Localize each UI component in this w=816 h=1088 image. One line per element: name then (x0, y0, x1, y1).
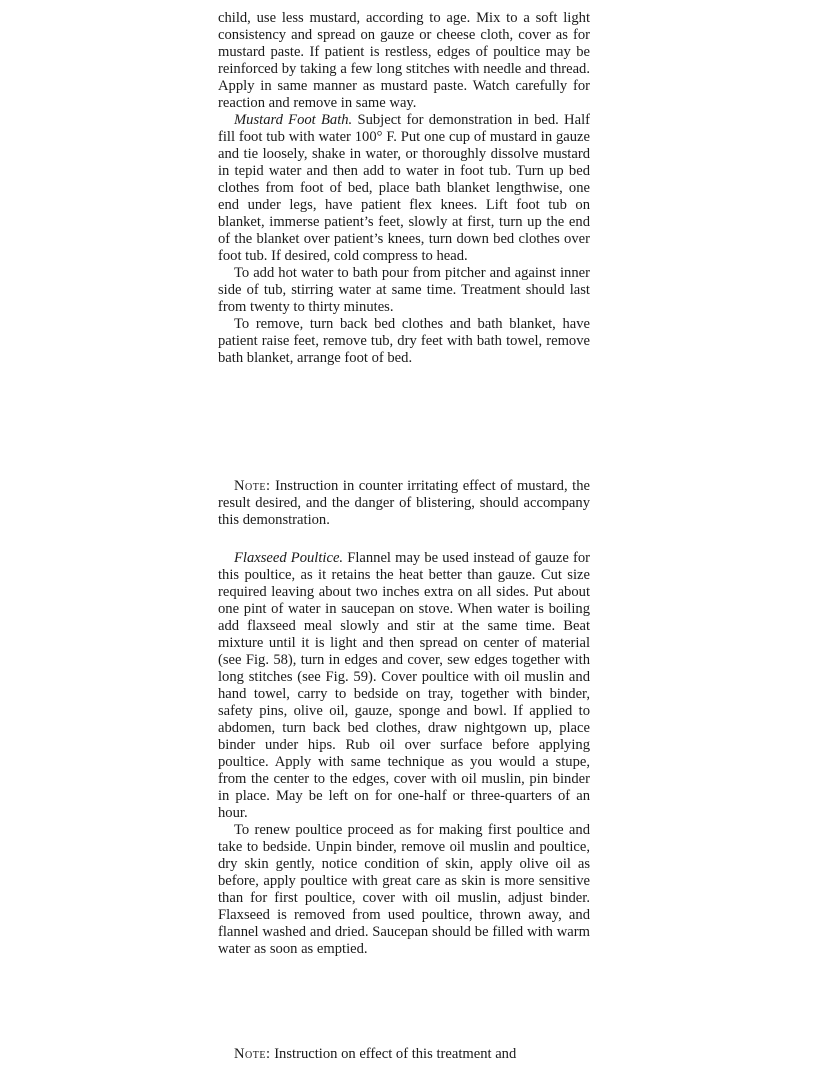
paragraph-add-hot-water: To add hot water to bath pour from pitcher and against inner side of tub, stirring water at same time. Treatment should last from twenty to thirty minutes. (218, 265, 590, 315)
heading-mustard-foot-bath: Mustard Foot Bath. (234, 112, 353, 128)
note-text: Instruction on effect of this treatment and (270, 1046, 517, 1062)
note-label: Note: (234, 1046, 271, 1062)
note-block-2 (218, 1046, 590, 1063)
text-block-mustard (218, 10, 590, 367)
note-text: Instruction in counter irritating effect of mustard, the result desired, and the danger of blistering, should accompany this demonstration. (218, 478, 590, 528)
paragraph-mustard-foot-bath (218, 112, 590, 265)
note-block-1 (218, 478, 590, 529)
paragraph-renew-poultice: To renew poultice proceed as for making first poultice and take to bedside. Unpin binder, remove oil muslin and poultice, dry skin gently, notice condition of skin, apply olive oil as before, apply poultice with great care as skin is more sensitive than for first poultice, cover with oil muslin, adjust binder. Flaxseed is removed from used poultice, thrown away, and flannel washed and dried. Saucepan should be filled with warm water as soon as emptied. (218, 822, 590, 957)
paragraph-body: Subject for demonstration in bed. Half fill foot tub with water 100° F. Put one cup of mustard in gauze and tie loosely, shake in water, or thoroughly dissolve mustard in tepid water and then add to water in foot tub. Turn up bed clothes from foot of bed, place bath blanket lengthwise, one end under legs, have patient flex knees. Lift foot tub on blanket, immerse patient’s feet, slowly at first, turn up the end of the blanket over patient’s knees, turn down bed clothes over foot tub. If desired, cold compress to head. (218, 112, 590, 264)
paragraph-remove-bath: To remove, turn back bed clothes and bath blanket, have patient raise feet, remove tub, dry feet with bath towel, remove bath blanket, arrange foot of bed. (218, 316, 590, 366)
paragraph-flaxseed-poultice (218, 550, 590, 822)
note-label: Note: (234, 478, 271, 494)
note-paragraph (218, 478, 590, 529)
heading-flaxseed-poultice: Flaxseed Poultice. (234, 550, 344, 566)
text-block-flaxseed (218, 550, 590, 958)
paragraph-body: Flannel may be used instead of gauze for this poultice, as it retains the heat better than gauze. Cut size required leaving about two inches extra on all sides. Put about one pint of water in saucepan on stove. When water is boiling add flaxseed meal slowly and stir at the same time. Beat mixture until it is light and then spread on center of material (see Fig. 58), turn in edges and cover, sew edges together with long stitches (see Fig. 59). Cover poultice with oil muslin and hand towel, carry to bedside on tray, together with binder, safety pins, olive oil, gauze, sponge and bowl. If applied to abdomen, turn back bed clothes, draw nightgown up, place binder under hips. Rub oil over surface before applying poultice. Apply with same technique as you would a stupe, from the center to the edges, cover with oil muslin, pin binder in place. May be left on for one-half or three-quarters of an hour. (218, 550, 590, 821)
note-paragraph (218, 1046, 590, 1063)
paragraph-mustard-poultice-end: child, use less mustard, according to age. Mix to a soft light consistency and spread on gauze or cheese cloth, cover as for mustard paste. If patient is restless, edges of poultice may be reinforced by taking a few long stitches with needle and thread. Apply in same manner as mustard paste. Watch carefully for reaction and remove in same way. (218, 10, 590, 111)
